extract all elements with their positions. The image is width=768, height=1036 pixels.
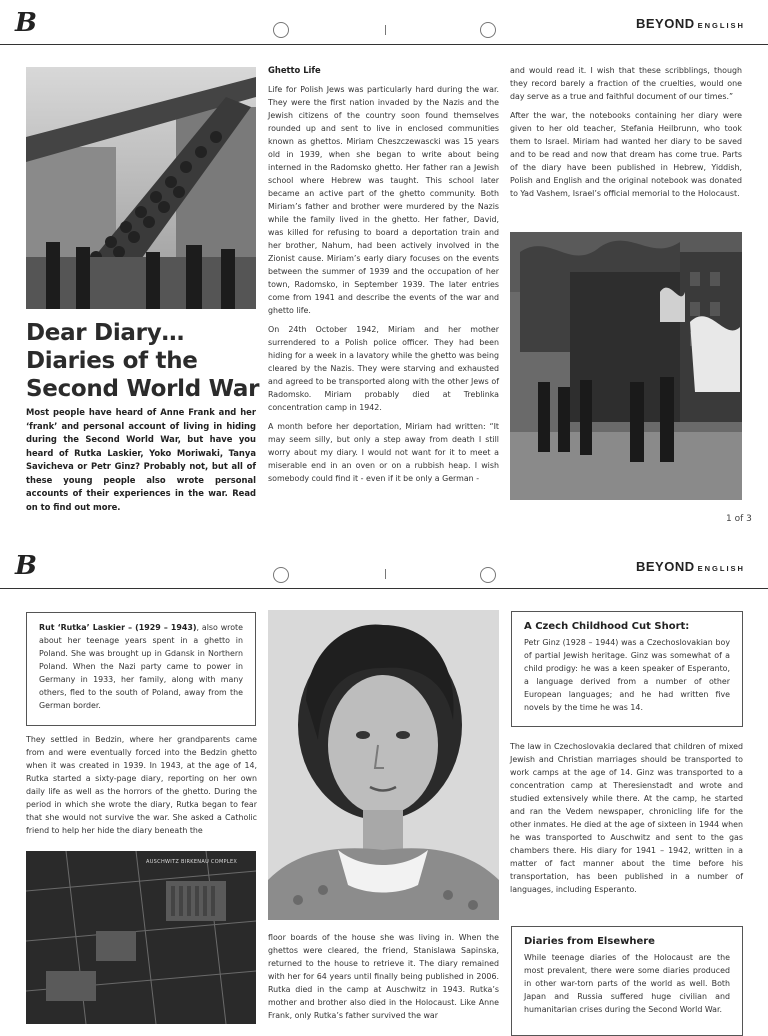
fold-mark bbox=[385, 569, 386, 579]
paragraph: and would read it. I wish that these scribblings, though they record barely a fraction of the cruelties, would one day serve as a true and faithful document of our times.” bbox=[510, 66, 742, 101]
diaries-elsewhere-box bbox=[511, 926, 743, 1036]
paragraph: After the war, the notebooks containing her diary were given to her old teacher, Stefania Heilbrunn, who took them to Israel. Miriam had wanted her diary to be saved and to be read and now that dream has come true. Parts of the diary have been published in Hebrew, Yiddish, Polish and English and the original notebook was donated to Yad Vashem, Israel’s official memorial to the Holocaust. bbox=[510, 111, 742, 198]
aerial-caption: AUSCHWITZ BIRKENAU COMPLEX bbox=[146, 859, 238, 865]
petr-ginz-paragraph: The law in Czechoslovakia declared that children of mixed Jewish and Christian marriages should be transported to work camps at the age of 14. Ginz was transported to a concentration camp at Theresienstadt and wrote and studied extensively while there. At the camp, he started and ran the Vedem newspaper, chronicling life for the other inmates. He died at the age of sixteen in 1944 when he was transported to Auschwitz and sent to the gas chambers there. His diary for 1941 – 1942, written in a matter of fact manner about the time before his transportation, has been published in a number of languages, including Esperanto. bbox=[510, 742, 743, 894]
binder-hole bbox=[273, 567, 289, 583]
elsewhere-box-text: While teenage diaries of the Holocaust are the most prevalent, there were some diaries produced in other war-torn parts of the world as well. Both Japan and Russia suffered huge civilian and humanitarian crises during the Second World War. bbox=[524, 953, 730, 1014]
czech-box-text: Petr Ginz (1928 – 1944) was a Czechoslovakian boy of partial Jewish heritage. Ginz was somewhat of a child prodigy: he was a keen speaker of Esperanto, a language derived from a number of other European languages; and he had written five novels by the time he was 14. bbox=[524, 638, 730, 712]
page-number: 1 of 3 bbox=[726, 514, 752, 524]
photo-ghetto-footbridge bbox=[26, 67, 256, 309]
section-heading: Ghetto Life bbox=[268, 65, 321, 75]
binder-hole bbox=[480, 567, 496, 583]
brand-tagline: ENGLISH bbox=[697, 564, 745, 573]
czech-box-title: A Czech Childhood Cut Short: bbox=[524, 621, 690, 632]
column-3 bbox=[510, 64, 742, 206]
binder-hole bbox=[273, 22, 289, 38]
rutka-paragraph: They settled in Bedzin, where her grandparents came from and were eventually forced into the Bedzin ghetto when it was created in 1939. In 1943, at the age of 14, Rutka started a sixty-page diary, reporting on her own daily life as well as the horrors of the ghetto. During the period in which she wrote the diary, Rutka began to fear that she would not survive the war. She asked a Catholic friend to help her hide the diary beneath the bbox=[26, 735, 257, 835]
article-title bbox=[26, 319, 266, 403]
beyond-logo: B bbox=[15, 551, 37, 581]
rutka-paragraph-continued: floor boards of the house she was living in. When the ghettos were cleared, the friend, Stanislawa Sapinska, returned to the house to retrieve it. The diary remained with her for 64 years until finally being published in 2006. Rutka died in the camp at Auschwitz in 1943. Rutka’s mother and brother also died in the Holocaust. Like Anne Frank, only Rutka’s father survived the war bbox=[268, 933, 499, 1020]
rutka-intro-box bbox=[26, 612, 256, 726]
brand-wordmark bbox=[636, 15, 745, 33]
title-line-2: Diaries of the bbox=[26, 348, 198, 374]
brand-name: BEYOND bbox=[636, 559, 695, 574]
czech-childhood-box bbox=[511, 611, 743, 727]
fold-mark bbox=[385, 25, 386, 35]
paragraph: Life for Polish Jews was particularly hard during the war. They were the first nation invaded by the Nazis and the Jewish citizens of the country soon found themselves rounded up and sent to live in enclosed communities known as ghettos. Miriam Cheszczewascki was 15 years old in 1939, when she began to write about being interned in the Radomsko ghetto. Her father ran a Jewish school where Hebrew was taught. This school later became an active part of the ghetto community. Both Miriam’s father and brother were murdered by the Nazis while the family lived in the ghetto. Her father, David, was killed for refusing to board a deportation train and her brother, Nahum, had been actively involved in the Zionist cause. Miriam’s early diary focuses on the events between the summer of 1939 and the occupation of her town, Radomsko, in September 1939. The later entries come from 1941 and describe the events of the war and ghetto life. bbox=[268, 85, 499, 315]
rutka-name: Rut ‘Rutka’ Laskier – (1929 – 1943) bbox=[39, 623, 197, 632]
binder-hole bbox=[480, 22, 496, 38]
title-line-3: Second World War bbox=[26, 376, 260, 402]
brand-wordmark bbox=[636, 558, 745, 576]
article-intro: Most people have heard of Anne Frank and her ‘frank’ and personal account of living in hiding during the Second World War, but have you heard of Rutka Laskier, Yoko Moriwaki, Tanya Savicheva or Petr Ginz? Probably not, but all of these young people also wrote personal accounts of their experiences in the war. Read on to find out more. bbox=[26, 407, 256, 512]
brand-name: BEYOND bbox=[636, 16, 695, 31]
header-rule bbox=[0, 44, 768, 45]
brand-tagline: ENGLISH bbox=[697, 21, 745, 30]
rutka-intro-text: , also wrote about her teenage years spent in a ghetto in Poland. She was brought up in Gdansk in Northern Poland. When the Nazi party came to power in Germany in 1933, her family, along with many others, fled to the south of Poland, away from the German border. bbox=[39, 623, 243, 710]
paragraph: On 24th October 1942, Miriam and her mother surrendered to a Polish police officer. They had been hiding for a week in a lavatory while the ghetto was being cleared by the Nazis. They were starving and exhausted and agreed to be transported along with the other Jews of Radomsko. Miriam probably died at Treblinka concentration camp in 1942. bbox=[268, 325, 499, 412]
photo-auschwitz-aerial bbox=[26, 851, 256, 1024]
title-line-1: Dear Diary… bbox=[26, 320, 185, 346]
beyond-logo: B bbox=[15, 8, 37, 38]
photo-rutka-portrait bbox=[268, 610, 499, 920]
header-rule bbox=[0, 588, 768, 589]
photo-burning-ghetto bbox=[510, 232, 742, 500]
paragraph: A month before her deportation, Miriam had written: “It may seem silly, but only a step away from death I still worry about my diary. I would not want for it to meet a miserable end in an oven or on a rubbish heap. I wish somebody could find it - even if it be only a German - bbox=[268, 422, 499, 483]
elsewhere-box-title: Diaries from Elsewhere bbox=[524, 936, 655, 947]
column-ghetto-life bbox=[268, 64, 499, 491]
